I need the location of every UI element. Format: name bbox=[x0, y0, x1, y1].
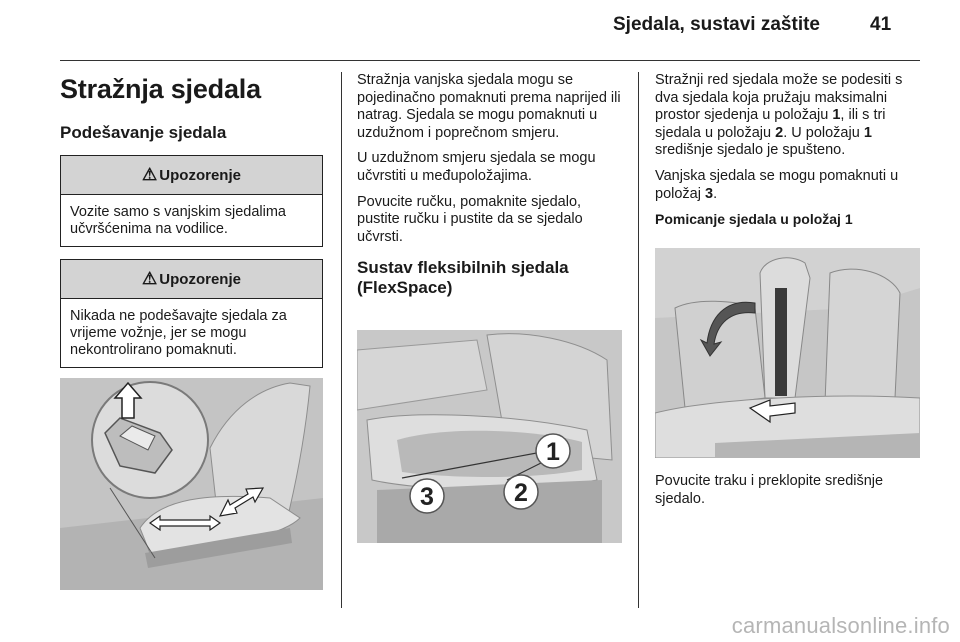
paragraph: Vanjska sjedala se mogu pomaknuti u položaj 3. bbox=[655, 167, 899, 202]
warning-box bbox=[60, 155, 323, 247]
seat-adjustment-illustration bbox=[60, 378, 323, 590]
column-3-bottom bbox=[655, 473, 920, 516]
warning-text: Vozite samo s vanjskim sjedalima učvršćenima na vodilice. bbox=[70, 204, 286, 237]
paragraph: Stražnji red sjedala može se podesiti s dva sjedala koja pružaju maksimalni prostor sjedenja u položaju 1, ili s tri sjedala u položaju 2. U položaju 1 središnje sjedalo je spušteno. bbox=[655, 72, 903, 159]
figure-caption: Pomicanje sjedala u položaj 1 bbox=[655, 211, 853, 228]
warning-text: Nikada ne podešavajte sjedala za vrijeme vožnje, jer se mogu nekontrolirano pomaknuti. bbox=[70, 308, 287, 358]
page-number: 41 bbox=[870, 14, 892, 35]
warning-icon: ⚠ bbox=[142, 165, 158, 184]
callout-1: 1 bbox=[546, 438, 560, 466]
paragraph: Stražnja vanjska sjedala mogu se pojedinačno pomaknuti prema naprijed ili natrag. Sjedala se mogu pomaknuti u uzdužnom i poprečnom smjeru. bbox=[357, 72, 621, 141]
header-rule bbox=[60, 60, 920, 61]
callout-3: 3 bbox=[420, 483, 434, 511]
section-title: Stražnja sjedala bbox=[60, 74, 261, 104]
center-seat-fold-illustration bbox=[655, 248, 920, 458]
paragraph: Povucite traku i preklopite središnje sjedalo. bbox=[655, 473, 884, 507]
flexspace-title: Sustav fleksibilnih sjedala (FlexSpace) bbox=[357, 258, 569, 297]
callout-2: 2 bbox=[514, 479, 528, 507]
warning-header bbox=[61, 260, 322, 299]
column-1 bbox=[60, 72, 323, 380]
warning-title: Upozorenje bbox=[159, 166, 241, 184]
warning-header bbox=[61, 156, 322, 195]
warning-title: Upozorenje bbox=[159, 270, 241, 288]
column-3 bbox=[655, 72, 920, 239]
column-2 bbox=[357, 72, 622, 307]
watermark: carmanualsonline.info bbox=[731, 613, 950, 638]
paragraph: Povucite ručku, pomaknite sjedalo, pustite ručku i pustite da se sjedalo učvrsti. bbox=[357, 193, 583, 245]
column-divider-1 bbox=[341, 72, 342, 608]
warning-icon: ⚠ bbox=[142, 269, 158, 288]
warning-box bbox=[60, 259, 323, 368]
column-divider-2 bbox=[638, 72, 639, 608]
page-header-title: Sjedala, sustavi zaštite bbox=[613, 14, 820, 35]
flexspace-seat-illustration bbox=[357, 330, 622, 543]
subsection-title: Podešavanje sjedala bbox=[60, 123, 227, 142]
paragraph: U uzdužnom smjeru sjedala se mogu učvrstiti u međupoložajima. bbox=[357, 150, 596, 184]
